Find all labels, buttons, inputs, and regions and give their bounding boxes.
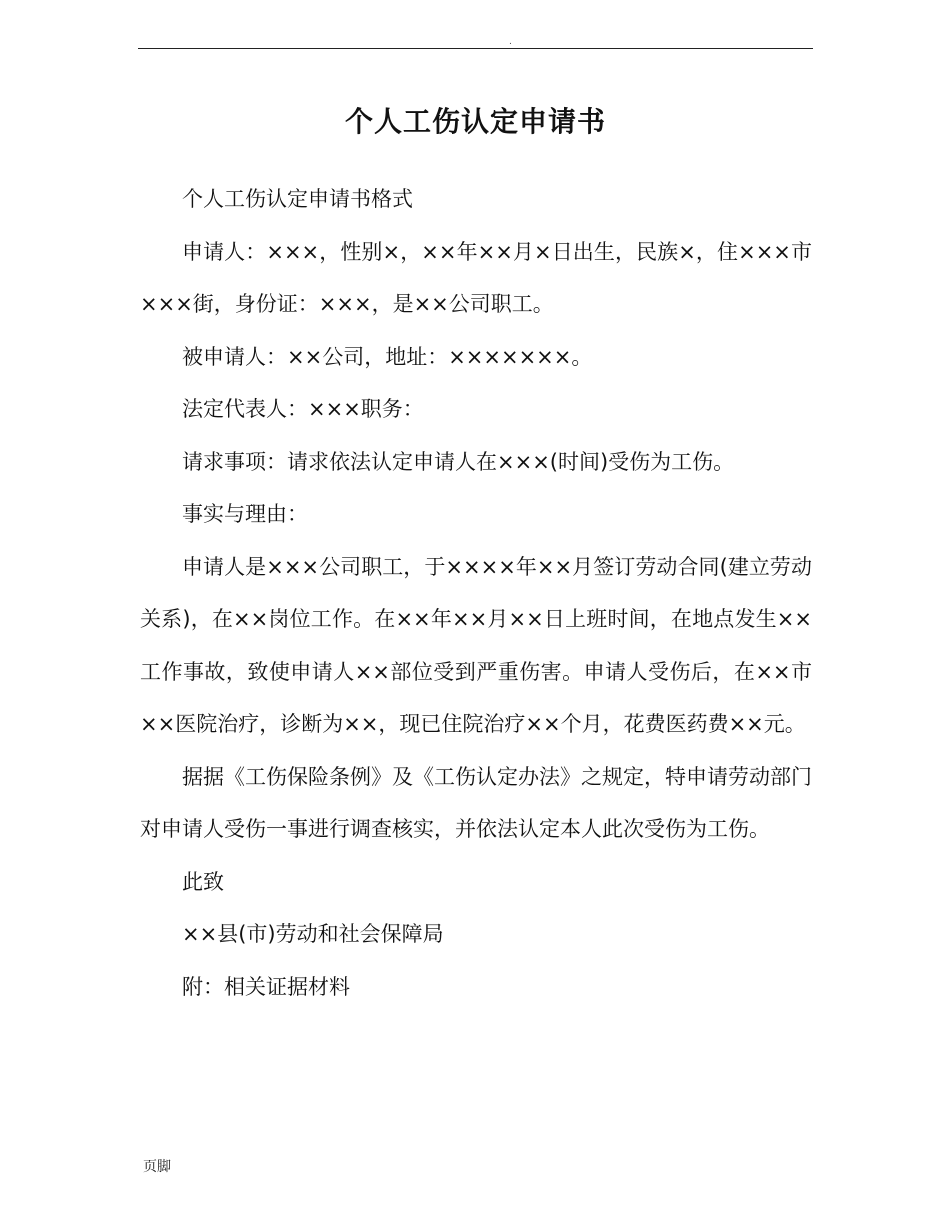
header-rule (138, 48, 813, 49)
paragraph-facts: 申请人是×××公司职工，于××××年××月签订劳动合同(建立劳动关系)，在××岗位工作。在××年××月××日上班时间，在地点发生××工作事故，致使申请人××部位受到严重伤害。申请人受伤后，在××市××医院治疗，诊断为××，现已住院治疗××个月，花费医药费××元。 (140, 554, 812, 736)
document-body (140, 173, 812, 1013)
paragraph-salutation: 此致 (182, 869, 224, 894)
page-footer: 页脚 (143, 1159, 171, 1175)
paragraph-attachment: 附：相关证据材料 (182, 974, 350, 999)
paragraph-applicant: 申请人：×××，性别×，××年××月×日出生，民族×，住×××市×××街，身份证：×××，是××公司职工。 (140, 239, 812, 316)
paragraph-facts-heading: 事实与理由： (182, 502, 308, 526)
paragraph-respondent: 被申请人：××公司，地址：×××××××。 (182, 344, 593, 369)
paragraph-basis: 据据《工伤保险条例》及《工伤认定办法》之规定，特申请劳动部门对申请人受伤一事进行调查核实，并依法认定本人此次受伤为工伤。 (140, 764, 812, 841)
paragraph-legal-representative: 法定代表人：×××职务： (182, 397, 424, 421)
paragraph-request: 请求事项：请求依法认定申请人在×××(时间)受伤为工伤。 (182, 449, 735, 474)
header-mark: . (509, 37, 512, 47)
document-title: 个人工伤认定申请书 (344, 105, 606, 138)
paragraph-recipient: ××县(市)劳动和社会保障局 (182, 922, 444, 946)
paragraph-format-heading: 个人工伤认定申请书格式 (182, 187, 413, 211)
